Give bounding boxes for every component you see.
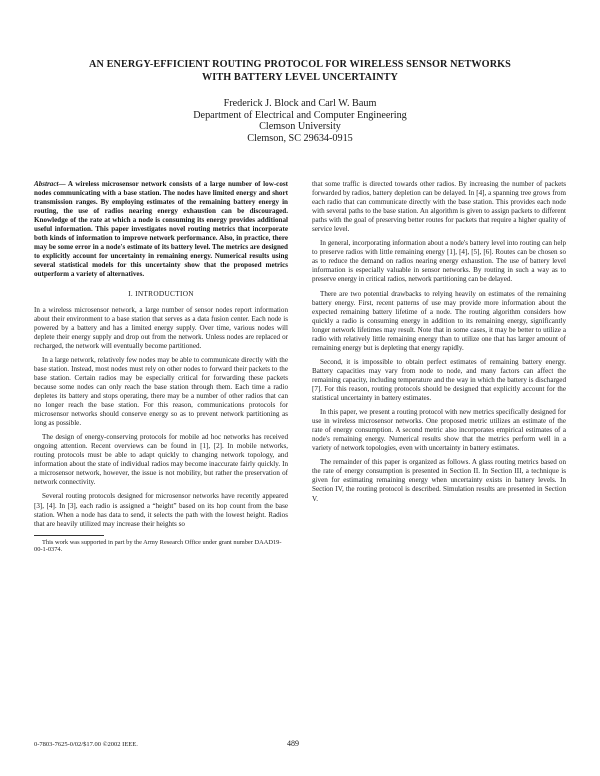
paragraph: In this paper, we present a routing protocol with new metrics specifically designed for use in wireless microsensor networks. One proposed metric utilizes an estimate of the rate of energy consumption. A second metric also incorporates empirical estimates of a node's remaining energy. Numerical results show that the metrics perform well in a variety of network topologies, even with uncertainty in battery estimates. <box>312 408 566 453</box>
title-line-1: AN ENERGY-EFFICIENT ROUTING PROTOCOL FOR WIRELESS SENSOR NETWORKS <box>89 59 511 70</box>
funding-footnote: This work was supported in part by the Army Research Office under grant number DAAD19-00-1-0374. <box>34 538 282 554</box>
paragraph: In a wireless microsensor network, a large number of sensor nodes report information about their environment to a base station that serves as a data fusion center. Each node is powered by a battery and has a limited energy supply. Over time, various nodes will deplete their energy supply and drop out from the network. Unless nodes are replaced or recharged, the network will eventually become partitioned. <box>34 305 288 350</box>
paragraph: There are two potential drawbacks to relying heavily on estimates of the remaining battery energy. First, recent patterns of use may provide more information about the expected remaining battery lifetime of a node. The routing algorithm considers how quickly a radio is consuming energy in addition to its remaining energy, significantly longer network lifetimes may result. Note that in some cases, it may be better to utilize a radio with relatively little remaining energy than to utilize one that has larger amount of remaining energy but is depleting that energy rapidly. <box>312 289 566 352</box>
author-university: Clemson University <box>259 121 341 132</box>
right-column <box>312 180 566 509</box>
title-line-2: WITH BATTERY LEVEL UNCERTAINTY <box>202 72 398 83</box>
paragraph: The remainder of this paper is organized as follows. A glass routing metrics based on the rate of energy consumption is presented in Section II. In Section III, a technique is given for estimating remaining energy when uncertainty exists in battery levels. In Section IV, the routing protocol is described. Simulation results are presented in Section V. <box>312 458 566 503</box>
abstract-text: — A wireless microsensor network consists of a large number of low-cost nodes communicating with a base station. The nodes have limited energy and short transmission ranges. By employing estimates of the remaining battery energy in routing, the use of radios nearing energy exhaustion can be discouraged. Knowledge of the rate at which a node is consuming its energy provides additional useful information. This paper investigates novel routing metrics that incorporate both kinds of information to improve network performance. Also, in practice, there may be some error in a node's estimate of its battery level. The metrics are designed to explicitly account for uncertainty in remaining energy. Numerical results using several statistical models for this uncertainty show that the proposed metrics outperform a variety of alternatives. <box>34 180 288 279</box>
author-names: Frederick J. Block and Carl W. Baum <box>223 98 377 109</box>
abstract-lead: Abstract <box>34 180 59 188</box>
paragraph: Second, it is impossible to obtain perfect estimates of remaining battery energy. Battery capacities may vary from node to node, and many factors can affect the remaining capacity, including temperature and the way in which the battery is discharged [7]. For this reason, routing protocols should be designed that explicitly account for the statistical uncertainty in battery estimates. <box>312 357 566 403</box>
paragraph: In general, incorporating information about a node's battery level into routing can help to preserve radios with little remaining energy [1], [4], [5], [6]. Routes can be chosen so as to reduce the demand on radios nearing energy exhaustion. The use of battery level information is especially valuable in sensor networks. By routing in such a way as to preserve energy in critical radios, network partitioning can be delayed. <box>312 239 566 284</box>
paragraph: The design of energy-conserving protocols for mobile ad hoc networks has received ongoing attention. Recent overviews can be found in [1], [2]. In mobile networks, routing protocols must be able to adapt quickly to changing network topology, and information about the state of individual radios may become inaccurate fairly quickly. In a microsensor network, however, the issue is not mobility, but rather the preservation of network connectivity. <box>34 433 288 487</box>
paragraph: In a large network, relatively few nodes may be able to communicate directly with the base station. Instead, most nodes must rely on other nodes to forward their packets to the base station. Certain radios may be especially critical for forwarding these packets because some nodes can only reach the base station through them. Each time a radio depletes its battery and stops operating, there may be a number of other radios that can no longer reach the base station. For this reason, communications protocols for microsensor networks should conserve energy so as to prevent network partitioning as long as possible. <box>34 355 288 428</box>
abstract <box>34 180 288 280</box>
paragraph: that some traffic is directed towards other radios. By increasing the number of packets forwarded by radios, battery depletion can be delayed. In [4], a spanning tree grows from each radio that can communicate directly with the base station. This provides each node with several paths to the base station. An algorithm is given to assign packets to different paths with the goal of preserving better routes for packets that require a higher quality of service level. <box>312 180 566 234</box>
author-block <box>140 98 460 144</box>
paper-title <box>40 58 560 84</box>
section-heading-introduction: I. INTRODUCTION <box>128 288 194 298</box>
author-address: Clemson, SC 29634-0915 <box>247 132 353 144</box>
copyright-notice: 0-7803-7625-0/02/$17.00 ©2002 IEEE. <box>34 741 138 748</box>
author-department: Department of Electrical and Computer Engineering <box>193 109 407 121</box>
page-number: 489 <box>287 739 299 748</box>
left-column <box>34 180 288 554</box>
footnote-divider <box>34 535 104 536</box>
paragraph: Several routing protocols designed for microsensor networks have recently appeared [3], [4]. In [3], each radio is assigned a “height” based on its hop count from the base station. When a node has data to send, it selects the path with the lowest height. Radios that are heavily utilized may increase their heights so <box>34 492 288 528</box>
